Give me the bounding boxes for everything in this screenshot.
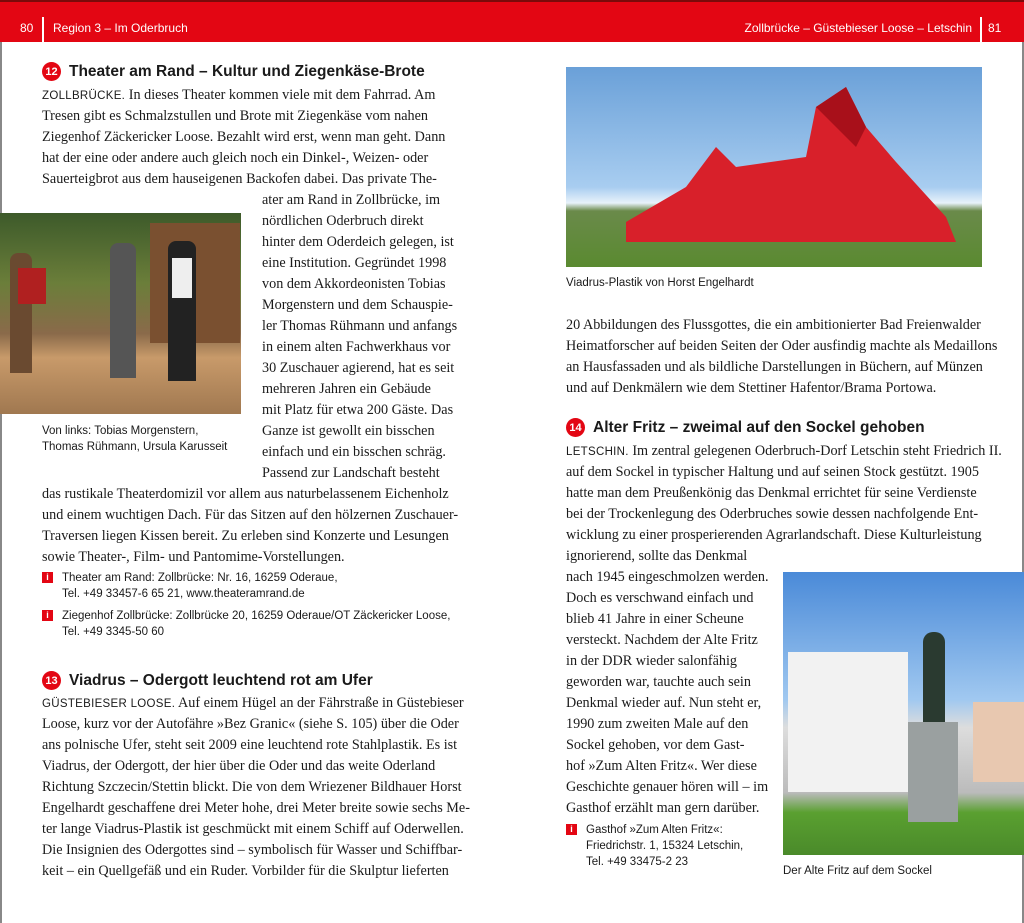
photo-caption [42, 423, 227, 455]
text-line [42, 861, 449, 882]
line-text: hof »Zum Alten Fritz«. Wer diese [566, 758, 757, 774]
line-text: Sockel gehoben, vor dem Gast- [566, 737, 745, 753]
text-line [42, 85, 435, 107]
info-line: Tel. +49 3345-50 60 [62, 626, 164, 638]
line-text: Doch es verschwand einfach und [566, 590, 754, 606]
info-icon: i [42, 610, 53, 621]
text-line [262, 253, 446, 274]
line-text: nördlichen Oderbruch direkt [262, 213, 424, 229]
divider [42, 17, 44, 45]
text-line [262, 379, 431, 400]
text-line [262, 337, 450, 358]
line-text: Sauerteigbrot aus dem hauseigenen Backofen dabei. Das private The- [42, 171, 437, 187]
text-line [566, 693, 761, 714]
page-edge [0, 42, 2, 923]
line-text: Denkmal wieder auf. Nun steht er, [566, 695, 762, 711]
heading-text: Viadrus – Odergott leuchtend rot am Ufer [69, 671, 373, 689]
info-line: Ziegenhof Zollbrücke: Zollbrücke 20, 16259 Oderaue/OT Zäckericker Loose, [62, 610, 451, 622]
section-title-right: Zollbrücke – Güstebieser Loose – Letschin [744, 21, 972, 35]
info-line: Tel. +49 33475-2 23 [586, 856, 688, 868]
line-text: an Hausfassaden und als bildliche Darstellungen in Büchern, auf Münzen [566, 359, 983, 375]
text-line [42, 148, 428, 169]
line-text: blieb 41 Jahre in einer Scheune [566, 611, 744, 627]
text-line [566, 756, 757, 777]
page-header [0, 0, 1024, 42]
text-line [42, 756, 435, 777]
line-text: keit – ein Quellgefäß und ein Ruder. Vorbilder für die Skulptur lieferten [42, 863, 449, 879]
text-line [566, 336, 997, 357]
text-line [566, 567, 769, 588]
alter-fritz-photo [783, 572, 1024, 855]
line-text: und einem wuchtigen Dach. Für das Sitzen auf den hölzernen Zuschauer- [42, 507, 459, 523]
text-line [566, 357, 983, 378]
theater-photo [0, 213, 241, 414]
line-text: Die Insignien des Odergottes sind – symbolisch für Wasser und Schiffbar- [42, 842, 463, 858]
heading-text: Alter Fritz – zweimal auf den Sockel gehoben [593, 418, 925, 436]
text-line [566, 735, 744, 756]
line-text: Traversen liegen Kissen bereit. Zu erleben sind Konzerte und Lesungen [42, 528, 449, 544]
line-text: sowie Theater-, Film- und Pantomime-Vorstellungen. [42, 549, 345, 565]
text-line [42, 106, 428, 127]
text-line [42, 484, 449, 505]
number-badge: 13 [42, 671, 61, 690]
line-text: Gasthof erzählt man gern darüber. [566, 800, 760, 816]
line-text: 30 Zuschauer agierend, hat es seit [262, 360, 455, 376]
section-12-heading [42, 62, 425, 81]
info-line[interactable]: Tel. +49 33457-6 65 21, www.theateramrand.de [62, 588, 305, 600]
line-text: Richtung Szczecin/Stettin blickt. Die von dem Wriezener Bildhauer Horst [42, 779, 462, 795]
text-line [42, 505, 458, 526]
line-text: 1990 zum zweiten Male auf den [566, 716, 749, 732]
info-icon: i [566, 824, 577, 835]
line-text: Heimatforscher auf beiden Seiten der Oder ausfindig machte als Medaillons [566, 338, 998, 354]
caption-line: Von links: Tobias Morgenstern, [42, 425, 199, 437]
page-number-right: 81 [988, 21, 1002, 35]
place-name: LETSCHIN. [566, 446, 629, 458]
line-text: Engelhardt geschaffene drei Meter hohe, drei Meter breite sowie sechs Me- [42, 800, 470, 816]
line-text: Geschichte genauer hören will – im [566, 779, 769, 795]
text-line [42, 798, 470, 819]
line-text: Ganze ist gewollt ein bisschen [262, 423, 435, 439]
text-line [42, 735, 457, 756]
photo-caption: Viadrus-Plastik von Horst Engelhardt [566, 277, 754, 289]
text-line [42, 714, 459, 735]
text-line [566, 546, 747, 567]
heading-text: Theater am Rand – Kultur und Ziegenkäse-Brote [69, 62, 425, 80]
line-text: eine Institution. Gegründet 1998 [262, 255, 447, 271]
text-line [262, 211, 424, 232]
line-text: Tresen gibt es Schmalzstullen und Brote mit Ziegenkäse vom nahen [42, 108, 429, 124]
place-name: GÜSTEBIESER LOOSE. [42, 698, 176, 710]
line-text: in der DDR wieder salonfähig [566, 653, 737, 669]
text-line [566, 714, 748, 735]
line-text: hat der eine oder andere auch gleich noch ein Dinkel-, Weizen- oder [42, 150, 429, 166]
text-line [566, 630, 758, 651]
number-badge: 12 [42, 62, 61, 81]
photo-caption: Der Alte Fritz auf dem Sockel [783, 865, 932, 877]
number-badge: 14 [566, 418, 585, 437]
line-text: wicklung zu einer prosperierenden Agrarlandschaft. Diese Kulturleistung [566, 527, 982, 543]
text-line [42, 526, 449, 547]
info-gasthof [566, 822, 743, 870]
text-line [262, 274, 446, 295]
line-text: versteckt. Nachdem der Alte Fritz [566, 632, 758, 648]
line-text: hatte man dem Preußenkönig das Denkmal errichtet für seine Verdienste [566, 485, 977, 501]
text-line [566, 441, 1002, 463]
text-line [262, 442, 446, 463]
text-line [566, 672, 751, 693]
line-text: ler Thomas Rühmann und anfangs [262, 318, 458, 334]
section-14-heading [566, 418, 925, 437]
text-line [42, 169, 437, 190]
text-line [42, 127, 445, 148]
line-text: geworden war, tauchte auch sein [566, 674, 751, 690]
text-line [566, 378, 936, 399]
text-line [262, 400, 453, 421]
section-13-heading [42, 671, 373, 690]
line-text: ater am Rand in Zollbrücke, im [262, 192, 441, 208]
text-line [566, 777, 768, 798]
info-theater [42, 570, 338, 602]
line-text: von dem Akkordeonisten Tobias [262, 276, 446, 292]
text-line [42, 547, 345, 568]
text-line [42, 693, 464, 715]
info-icon: i [42, 572, 53, 583]
info-line: Theater am Rand: Zollbrücke: Nr. 16, 16259 Oderaue, [62, 572, 338, 584]
text-line [42, 840, 462, 861]
text-line [262, 316, 457, 337]
info-ziegenhof [42, 608, 450, 640]
page-number-left: 80 [20, 21, 34, 35]
divider [980, 17, 982, 45]
viadrus-photo [566, 67, 982, 267]
line-text: ter lange Viadrus-Plastik ist geschmückt mit einem Schiff auf Oderwellen. [42, 821, 464, 837]
line-text: Loose, kurz vor der Autofähre »Bez Granic« (siehe S. 105) über die Oder [42, 716, 459, 732]
text-line [566, 798, 759, 819]
line-text: einfach und ein bisschen schräg. [262, 444, 446, 460]
line-text: auf dem Sockel in typischer Haltung und auf seinen Stock gestützt. 1905 [566, 464, 979, 480]
text-line [262, 232, 454, 253]
line-text: Morgenstern und dem Schauspie- [262, 297, 453, 313]
text-line [566, 483, 977, 504]
text-line [42, 777, 462, 798]
line-text: nach 1945 eingeschmolzen werden. [566, 569, 769, 585]
line-text: ans polnische Ufer, steht seit 2009 eine leuchtend rote Stahlplastik. Es ist [42, 737, 458, 753]
text-line [262, 295, 453, 316]
line-text: Im zentral gelegenen Oderbruch-Dorf Letschin steht Friedrich II. [632, 443, 1002, 459]
text-line [262, 421, 435, 442]
text-line [566, 651, 737, 672]
line-text: ignorierend, sollte das Denkmal [566, 548, 748, 564]
line-text: mehreren Jahren ein Gebäude [262, 381, 431, 397]
line-text: In dieses Theater kommen viele mit dem Fahrrad. Am [128, 87, 436, 103]
line-text: und auf Denkmälern wie dem Stettiner Hafentor/Brama Portowa. [566, 380, 937, 396]
text-line [566, 588, 754, 609]
line-text: in einem alten Fachwerkhaus vor [262, 339, 451, 355]
line-text: das rustikale Theaterdomizil vor allem aus naturbelassenem Eichenholz [42, 486, 449, 502]
line-text: Auf einem Hügel an der Fährstraße in Güstebieser [177, 695, 464, 711]
line-text: Passend zur Landschaft besteht [262, 465, 440, 481]
caption-line: Thomas Rühmann, Ursula Karusseit [42, 441, 228, 453]
text-line [566, 609, 744, 630]
text-line [42, 819, 464, 840]
line-text: Ziegenhof Zäckericker Loose. Bezahlt wird erst, wenn man geht. Dann [42, 129, 446, 145]
text-line [566, 315, 981, 336]
line-text: hinter dem Oderdeich gelegen, ist [262, 234, 454, 250]
chapter-title: Region 3 – Im Oderbruch [53, 21, 188, 35]
line-text: mit Platz für etwa 200 Gäste. Das [262, 402, 454, 418]
text-line [262, 358, 454, 379]
text-line [262, 463, 440, 484]
info-line: Gasthof »Zum Alten Fritz«: [586, 824, 723, 836]
text-line [566, 504, 978, 525]
line-text: Viadrus, der Odergott, der hier über die Oder und das weite Oderland [42, 758, 436, 774]
place-name: ZOLLBRÜCKE. [42, 90, 126, 102]
line-text: bei der Trockenlegung des Oderbruches sowie dessen nachfolgende Ent- [566, 506, 979, 522]
text-line [566, 462, 979, 483]
line-text: 20 Abbildungen des Flussgottes, die ein ambitionierter Bad Freienwalder [566, 317, 981, 333]
text-line [262, 190, 440, 211]
text-line [566, 525, 982, 546]
info-line: Friedrichstr. 1, 15324 Letschin, [586, 840, 744, 852]
